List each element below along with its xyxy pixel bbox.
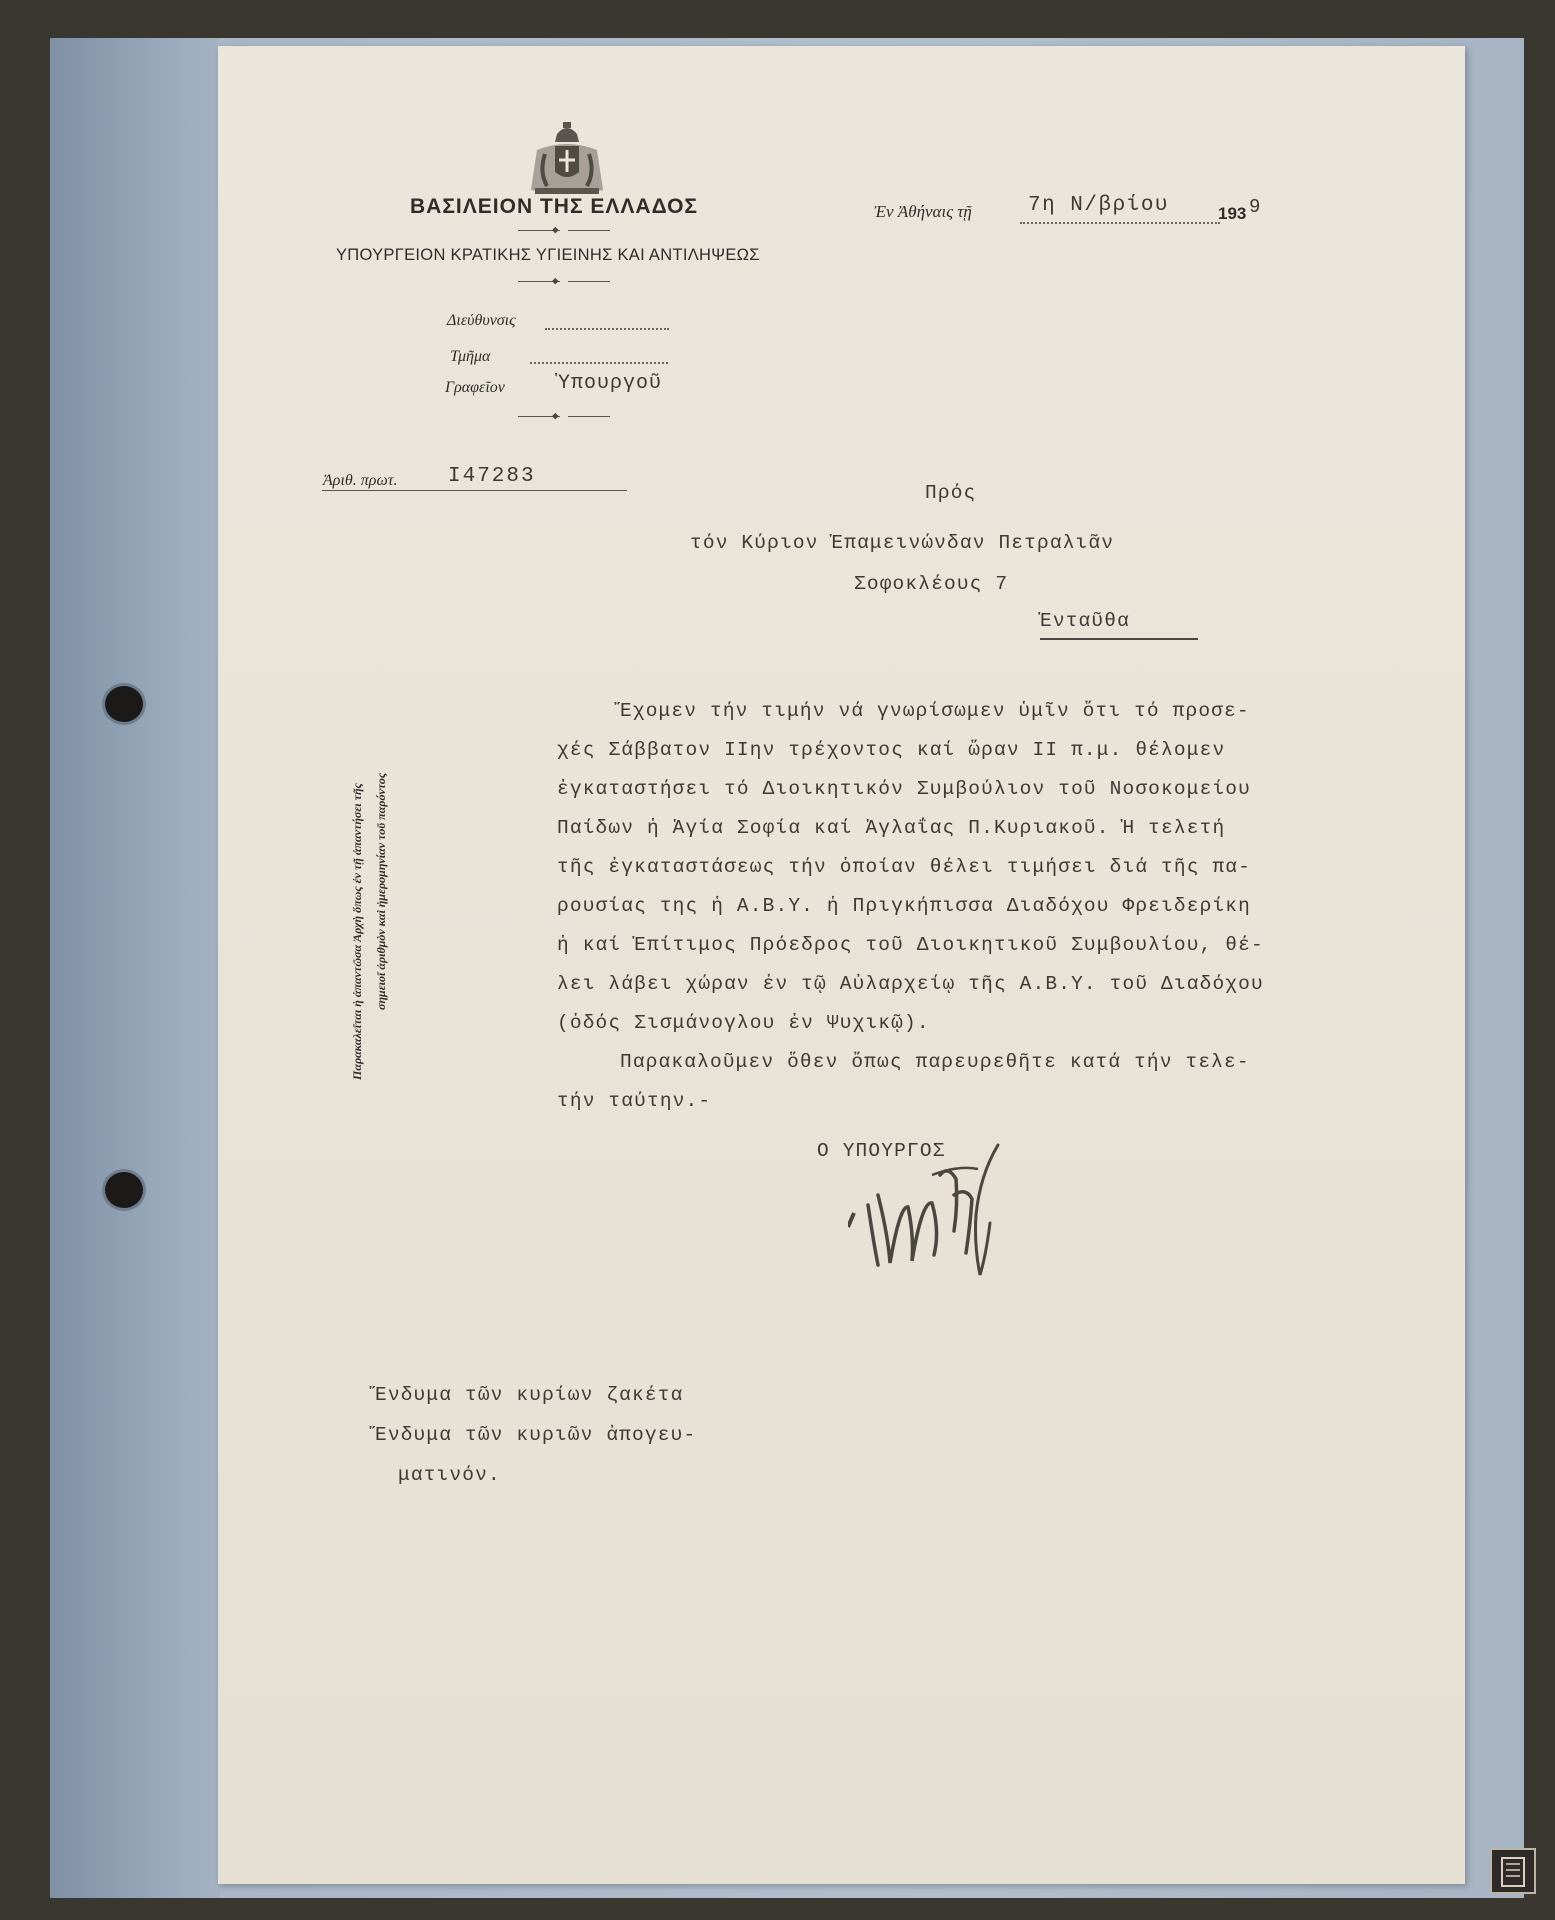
date-year-printed: 193	[1218, 204, 1247, 223]
body-line: τήν ταύτην.-	[557, 1090, 712, 1112]
body-line: Παίδων ἡ Ἁγία Σοφία καί Ἀγλαΐας Π.Κυριακοῦ. Ἡ τελετή	[557, 817, 1226, 839]
protocol-rule	[322, 490, 627, 491]
margin-note-line-2: σημειοῖ ἀριθμὸν καὶ ἡμερομηνίαν τοῦ παρόντος	[374, 772, 388, 1010]
protocol-label: Ἀριθ. πρωτ.	[323, 472, 398, 489]
office-value: Ὑπουργοῦ	[558, 372, 663, 395]
section-label: Τμῆμα	[450, 348, 491, 365]
binder-hole-bottom	[105, 1172, 143, 1208]
date-day-month: 7η Ν/βρίου	[1028, 194, 1170, 217]
ministry-heading: ΥΠΟΥΡΓΕΙΟΝ ΚΡΑΤΙΚΗΣ ΥΓΙΕΙΝΗΣ ΚΑΙ ΑΝΤΙΛΗΨΕΩΣ	[336, 246, 760, 264]
ornament-diamond-icon: ◆	[552, 276, 559, 288]
recipient-city: Ἐνταῦθα	[1040, 610, 1130, 632]
body-line: χές Σάββατον IIην τρέχοντος καί ὥραν II π.μ. θέλομεν	[557, 739, 1226, 761]
margin-note-line-1: Παρακαλεῖται ἡ ἀπαντῶσα Ἀρχὴ ὅπως ἐν τῇ ἀπαντήσει τῆς	[350, 783, 364, 1080]
office-label: Γραφεῖον	[445, 379, 505, 396]
dress-code-line: Ἔνδυμα τῶν κυρίων ζακέτα	[375, 1384, 684, 1406]
body-line: ἐγκαταστήσει τό Διοικητικόν Συμβούλιον τοῦ Νοσοκομείου	[557, 778, 1252, 800]
signature-icon	[848, 1135, 1038, 1295]
backing-board-edge	[50, 38, 220, 1898]
body-line: (ὁδός Σισμάνογλου ἐν Ψυχικῷ).	[557, 1012, 930, 1034]
archive-stamp-icon	[1490, 1848, 1536, 1894]
recipient-to: Πρός	[925, 482, 977, 504]
ornament-diamond-icon: ◆	[552, 411, 559, 423]
body-line: Παρακαλοῦμεν ὅθεν ὅπως παρευρεθῆτε κατά τήν τελε-	[620, 1051, 1250, 1073]
body-line: ἡ καί Ἐπίτιμος Πρόεδρος τοῦ Διοικητικοῦ Συμβουλίου, θέ-	[557, 934, 1264, 956]
dress-code-line: Ἔνδυμα τῶν κυριῶν ἀπογευ-	[375, 1424, 697, 1446]
binder-hole-top	[105, 686, 143, 722]
signoff-title: Ο ΥΠΟΥΡΓΟΣ	[817, 1140, 946, 1162]
ornament-rule	[568, 230, 610, 231]
body-line: ρουσίας της ἡ Α.Β.Υ. ἡ Πριγκήπισσα Διαδόχου Φρειδερίκη	[557, 895, 1252, 917]
body-line: τῆς ἐγκαταστάσεως τήν ὁποίαν θέλει τιμήσει διά τῆς πα-	[557, 856, 1252, 878]
recipient-name: τόν Κύριον Ἐπαμεινώνδαν Πετραλιᾶν	[690, 532, 1115, 554]
recipient-street: Σοφοκλέους 7	[854, 573, 1009, 595]
kingdom-heading: ΒΑΣΙΛΕΙΟΝ ΤΗΣ ΕΛΛΑΔΟΣ	[410, 195, 699, 218]
date-year-typed: 9	[1249, 196, 1261, 218]
body-line: λει λάβει χώραν ἐν τῷ Αὐλαρχείῳ τῆς Α.Β.Υ. τοῦ Διαδόχου	[557, 973, 1264, 995]
ornament-rule	[568, 416, 610, 417]
ornament-rule	[568, 281, 610, 282]
date-blank	[1020, 222, 1220, 224]
date-prefix: Ἐν Ἀθήναις τῇ	[874, 202, 972, 221]
dress-code-line: ματινόν.	[398, 1464, 501, 1486]
recipient-city-underline	[1040, 638, 1198, 640]
protocol-number: I47283	[448, 465, 536, 488]
body-line: Ἔχομεν τήν τιμήν νά γνωρίσωμεν ὑμῖν ὅτι τό προσε-	[620, 700, 1250, 722]
royal-crest-icon	[517, 120, 617, 200]
direction-blank	[545, 328, 669, 330]
direction-label: Διεύθυνσις	[447, 312, 516, 329]
margin-note	[345, 560, 425, 1080]
office-blank	[530, 396, 666, 398]
ornament-diamond-icon: ◆	[552, 225, 559, 237]
section-blank	[530, 362, 668, 364]
